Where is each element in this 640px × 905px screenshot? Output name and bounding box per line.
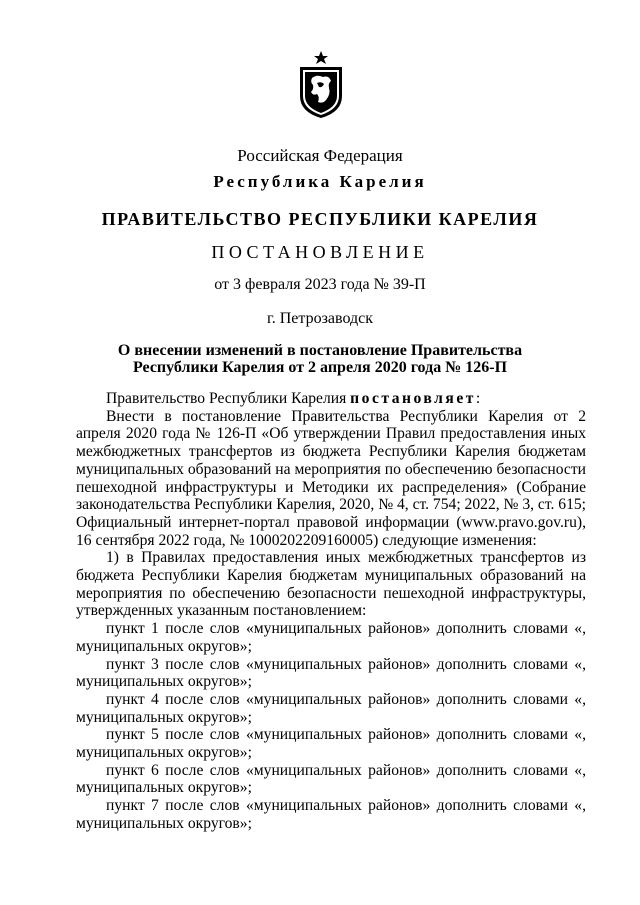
republic-name: Республика Карелия [213,172,427,191]
paragraph-1: Внести в постановление Правительства Республики Карелия от 2 апреля 2020 года № 126-П «Об утверждении Правил предоставления иных межбюджетных трансфертов из бюджета Республики Карелия бюджетам муниципальных образований на мероприятия по обеспечению безопасности пешеходной инфраструктуры и Методики их распределения» (Собрание законодательства Республики Карелия, 2020, № 4, ст. 754; 2022, № 3, ст. 615; Официальный интернет-портал правовой информации (www.pravo.gov.ru), 16 сентября 2022 года, № 1000202209160005) следующие изменения: [76,407,586,549]
preamble [76,390,586,408]
country-name: Российская Федерация [237,146,403,165]
preamble-start: Правительство Республики Карелия [106,390,351,407]
paragraph-2: 1) в Правилах предоставления иных межбюджетных трансфертов из бюджета Республики Карелия бюджетам муниципальных образований на мероприятия по обеспечению безопасности пешеходной инфраструктуры, утвержденных указанным постановлением: [76,549,586,620]
title-line-1: О внесении изменений в постановление Правительства [117,342,523,359]
document-date: от 3 февраля 2023 года № 39-П [214,276,426,293]
item-4: пункт 5 после слов «муниципальных районов» дополнить словами «, муниципальных округов»; [76,726,586,762]
item-6: пункт 7 после слов «муниципальных районов» дополнить словами «, муниципальных округов»; [76,797,586,832]
item-5: пункт 6 после слов «муниципальных районов» дополнить словами «, муниципальных округов»; [76,761,586,797]
title-line-2: Республики Карелия от 2 апреля 2020 года № 126-П [132,359,508,376]
government-name: ПРАВИТЕЛЬСТВО РЕСПУБЛИКИ КАРЕЛИЯ [101,209,539,229]
document-title [0,342,640,376]
item-1: пункт 1 после слов «муниципальных районов» дополнить словами «, муниципальных округов»; [76,620,586,655]
document-type: ПОСТАНОВЛЕНИЕ [211,242,429,262]
item-3: пункт 4 после слов «муниципальных районов» дополнить словами «, муниципальных округов»; [76,690,586,726]
preamble-end: : [475,390,481,407]
document-body [76,390,586,833]
item-2: пункт 3 после слов «муниципальных районов» дополнить словами «, муниципальных округов»; [76,655,586,691]
preamble-verb: постановляет [350,390,476,407]
document-city: г. Петрозаводск [266,310,374,327]
coat-of-arms-icon [295,50,347,120]
